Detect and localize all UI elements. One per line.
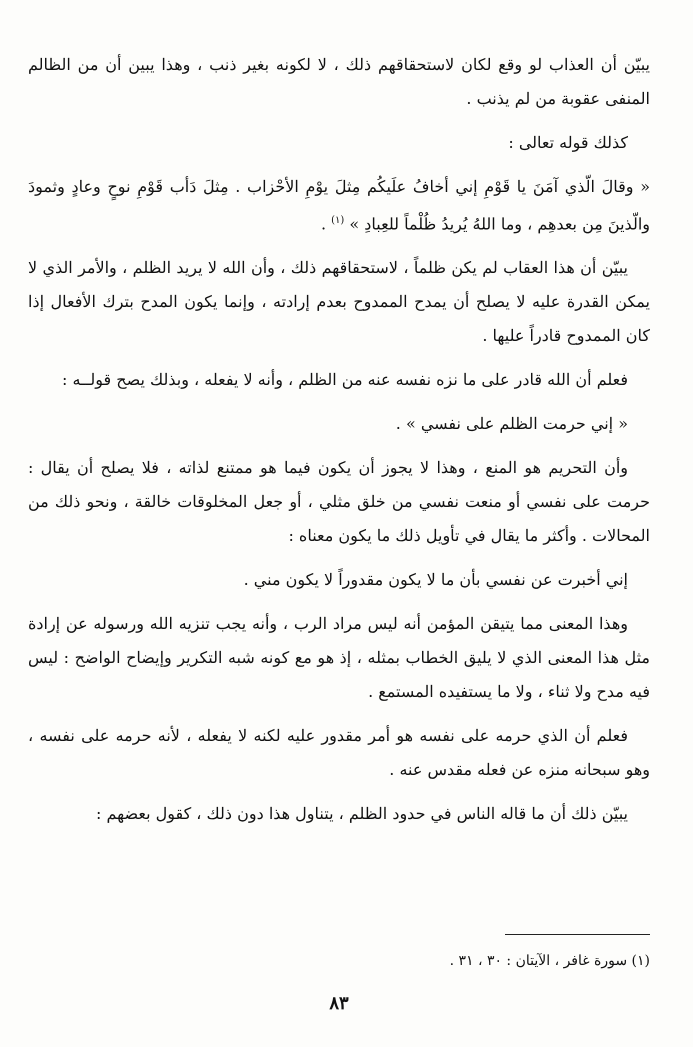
book-page xyxy=(28,48,650,1038)
paragraph-7: وأن التحريم هو المنع ، وهذا لا يجوز أن يكون فيما هو ممتنع لذاته ، فلا يصلح أن يقال : حرمت على نفسي أو منعت نفسي من خلق مثلي ، أو جعل المخلوقات خالقة ، ونحو ذلك من المحالات . وأكثر ما يقال في تأويل ذلك ما يكون معناه : xyxy=(28,458,650,546)
footnote: (١) سورة غافر ، الآيتان : ٣٠ ، ٣١ . xyxy=(449,953,650,969)
paragraph-5: فعلم أن الله قادر على ما نزه نفسه عنه من الظلم ، وأنه لا يفعله ، وبذلك يصح قولــه : xyxy=(61,370,628,390)
quran-quote: « وقالَ الّذي آمَنَ يا قَوْمِ إني أخافُ علَيكُم مِثلَ يوْمِ الأحْزاب . مِثلَ دَأب قَوْمِ نوحٍ وعادٍ وثمودَ والّذينَ مِن بعدهِم ، وما اللهُ يُريدُ ظُلْماً للعِبادِ » $^{(١)}$ . xyxy=(28,177,650,234)
paragraph-1: يبيّن أن العذاب لو وقع لكان لاستحقاقهم ذلك ، لا لكونه بغير ذنب ، وهذا يبين أن من الظالم المنفى عقوبة من لم يذنب . xyxy=(28,55,650,108)
paragraph-9: وهذا المعنى مما يتيقن المؤمن أنه ليس مراد الرب ، وأنه يجب تنزيه الله ورسوله عن إرادة مثل هذا المعنى الذي لا يليق الخطاب بمثله ، إذ هو مع كونه شبه التكرير وإيضاح الواضح : ليس فيه مدح ولا ثناء ، ولا ما يستفيده المستمع . xyxy=(28,614,650,702)
paragraph-8: إني أخبرت عن نفسي بأن ما لا يكون مقدوراً لا يكون مني . xyxy=(243,570,628,590)
hadith-quote: « إني حرمت الظلم على نفسي » . xyxy=(395,414,628,434)
page-number: ٨٣ xyxy=(329,993,349,1014)
footnote-marker: (١) xyxy=(331,215,345,226)
paragraph-2: كذلك قوله تعالى : xyxy=(508,133,628,152)
quran-quote-text: « وقالَ الّذي آمَنَ يا قَوْمِ إني أخافُ علَيكُم مِثلَ يوْمِ الأحْزاب . مِثلَ دَأب قَوْمِ نوحٍ وعادٍ وثمودَ والّذينَ مِن بعدهِم ، وما اللهُ يُريدُ ظُلْماً للعِبادِ » xyxy=(28,177,650,234)
footnote-divider xyxy=(505,934,650,935)
paragraph-4: يبيّن أن هذا العقاب لم يكن ظلماً ، لاستحقاقهم ذلك ، وأن الله لا يريد الظلم ، والأمر الذي لا يمكن القدرة عليه لا يصلح أن يمدح الممدوح بعدم إرادته ، وإنما يكون المدح بترك الأفعال إذا كان الممدوح قادراً عليها . xyxy=(28,258,650,346)
paragraph-11: يبيّن ذلك أن ما قاله الناس في حدود الظلم ، يتناول هذا دون ذلك ، كقول بعضهم : xyxy=(95,804,628,824)
paragraph-10: فعلم أن الذي حرمه على نفسه هو أمر مقدور عليه لكنه لا يفعله ، لأنه حرمه على نفسه ، وهو سبحانه منزه عن فعله مقدس عنه . xyxy=(28,726,650,780)
